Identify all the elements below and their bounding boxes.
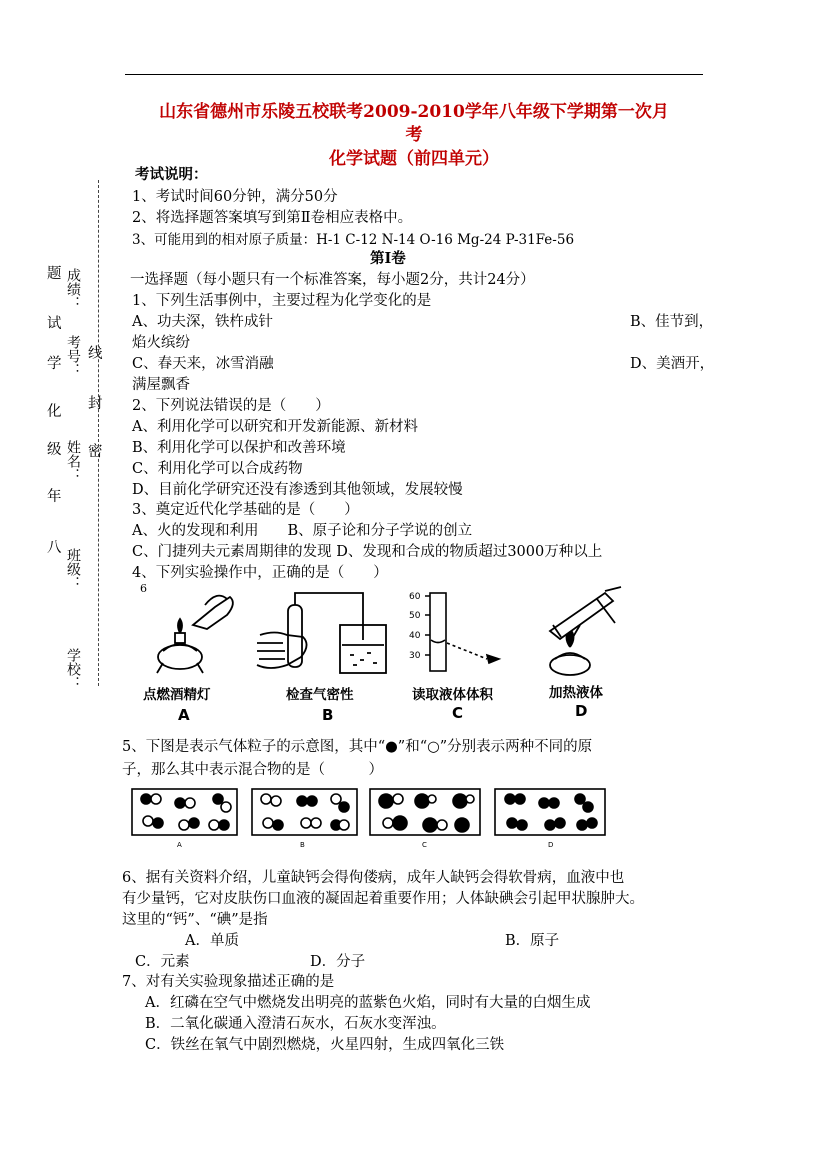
particle-box-c [370,789,480,835]
page-title-line1: 山东省德州市乐陵五校联考2009-2010学年八年级下学期第一次月 [159,102,669,122]
section-title: 第Ⅰ卷 [370,250,406,267]
particle-box-a [132,789,237,835]
q2-stem: 2、下列说法错误的是（ ） [132,398,330,414]
figure-number: 6 [140,582,147,595]
q1-option-a: A、功夫深，铁杵成针 [132,314,273,330]
q7-stem: 7、对有关实验现象描述正确的是 [122,974,335,990]
q6-option-d: D．分子 [310,954,366,970]
instructions-heading: 考试说明： [135,166,208,183]
q4-stem: 4、下列实验操作中，正确的是（ ） [132,565,388,581]
header-rule [125,74,703,75]
q2-option-d: D、目前化学研究还没有渗透到其他领域，发展较慢 [132,482,463,498]
q2-option-c: C、利用化学可以合成药物 [132,461,303,477]
class-field-label: 班级： [65,548,81,590]
lab-operations-figure [135,585,635,685]
sidebar-char: 八 [47,540,62,556]
page-title-line2: 考 [405,125,423,145]
q6-option-c: C．元素 [135,954,190,970]
sidebar-char: 级 [47,442,62,458]
figure-c-letter: C [452,704,464,722]
q7-option-c: C．铁丝在氧气中剧烈燃烧，火星四射，生成四氧化三铁 [145,1037,505,1053]
cylinder-tick: 40 [409,631,421,641]
cylinder-tick: 60 [409,592,421,602]
q1-option-c: C、春天来，冰雪消融 [132,356,274,372]
seal-line-label: 封 [88,396,103,412]
q5-stem-line2: 子，那么其中表示混合物的是（ ） [122,762,383,778]
alcohol-lamp-lighting-illustration [157,596,233,673]
seal-line-label: 密 [88,444,103,460]
graduated-cylinder-illustration [425,593,499,671]
sidebar-char: 试 [47,316,62,332]
q1-stem: 1、下列生活事例中，主要过程为化学变化的是 [132,293,432,309]
q1-option-d: D、美酒开， [630,356,715,372]
q1-option-b-continued: 焰火缤纷 [132,335,190,351]
box-label: C [422,841,427,849]
q6-stem-line1: 6、据有关资料介绍，儿童缺钙会得佝偻病，成年人缺钙会得软骨病，血液中也 [122,870,625,886]
figure-d-label: 加热液体 [549,685,603,701]
figure-b-label: 检查气密性 [286,687,354,703]
particle-box-b [252,789,357,835]
box-label: D [548,841,554,849]
sidebar-char: 化 [47,404,62,420]
cylinder-tick: 50 [409,611,421,621]
page-subtitle: 化学试题（前四单元） [329,149,499,169]
cylinder-tick: 30 [409,651,421,661]
q6-stem-line2: 有少量钙，它对皮肤伤口血液的凝固起着重要作用；人体缺碘会引起甲状腺肿大。 [122,891,644,907]
q6-option-a: A．单质 [185,933,239,949]
score-field-label: 成绩： [65,268,81,310]
section-intro: 一选择题（每小题只有一个标准答案，每小题2分，共计24分） [130,272,535,288]
q1-option-d-continued: 满屋飘香 [132,377,190,393]
instruction-item: 2、将选择题答案填写到第Ⅱ卷相应表格中。 [132,210,413,226]
sidebar-char: 学 [47,356,62,372]
instruction-item: 3、可能用到的相对原子质量：H-1 C-12 N-14 O-16 Mg-24 P-31Fe-56 [132,232,575,248]
q1-option-b: B、佳节到， [630,314,714,330]
q2-option-a: A、利用化学可以研究和开发新能源、新材料 [132,419,418,435]
figure-b-letter: B [322,706,334,724]
q3-options-ab: A、火的发现和利用 B、原子论和分子学说的创立 [132,523,473,539]
box-label: A [177,841,182,849]
exam-number-field-label: 考号： [65,335,81,377]
sidebar-char: 题 [47,266,62,282]
box-label: B [300,841,305,849]
seal-line-label: 线 [88,346,103,362]
airtightness-check-illustration [257,593,386,673]
figure-a-letter: A [178,706,190,724]
q6-option-b: B．原子 [505,933,560,949]
instruction-item: 1、考试时间60分钟，满分50分 [132,189,338,205]
q7-option-a: A．红磷在空气中燃烧发出明亮的蓝紫色火焰，同时有大量的白烟生成 [145,995,591,1011]
gas-particles-figure [130,787,620,849]
heating-liquid-illustration [550,587,621,675]
particle-box-d [495,789,605,835]
school-field-label: 学校： [65,648,81,690]
q3-options-cd: C、门捷列夫元素周期律的发现 D、发现和合成的物质超过3000万种以上 [132,544,603,560]
figure-c-label: 读取液体体积 [412,687,493,703]
q2-option-b: B、利用化学可以保护和改善环境 [132,440,346,456]
q5-stem-line1: 5、下图是表示气体粒子的示意图，其中“●”和“○”分别表示两种不同的原 [122,739,593,755]
seal-dashed-line [98,180,99,686]
q6-stem-line3: 这里的“钙”、“碘”是指 [122,912,268,928]
figure-a-label: 点燃酒精灯 [143,687,211,703]
name-field-label: 姓名： [65,440,81,482]
q7-option-b: B．二氧化碳通入澄清石灰水，石灰水变浑浊。 [145,1016,446,1032]
sidebar-char: 年 [47,489,62,505]
q3-stem: 3、奠定近代化学基础的是（ ） [132,502,359,518]
figure-d-letter: D [575,702,588,720]
